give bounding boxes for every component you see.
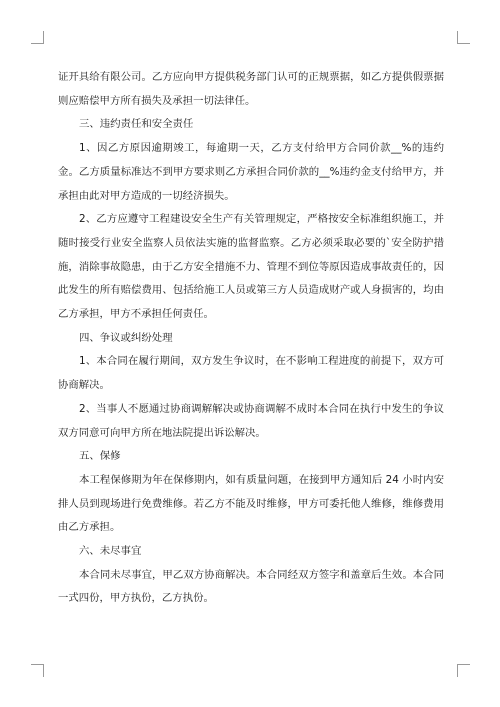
paragraph-warranty-terms: 本工程保修期为年在保修期内，如有质量问题，在接到甲方通知后 24 小时内安排人员到现场进行免费维修。若乙方不能及时维修，甲方可委托他人维修，维修费用由乙方承担。: [58, 473, 444, 534]
document-body: [58, 66, 444, 611]
section-heading-dispute: 四、争议或纠纷处理: [79, 331, 173, 344]
paragraph-payment-invoice: 证开具给有限公司。乙方应向甲方提供税务部门认可的正规票据，如乙方提供假票据则应赔偿甲方所有损失及承担一切法律任。: [58, 71, 444, 107]
section-heading-warranty: 五、保修: [79, 450, 121, 463]
crop-mark-top-right: [457, 31, 470, 44]
section-heading-miscellaneous: 六、未尽事宜: [79, 545, 142, 558]
paragraph-dispute-negotiation: 1、本合同在履行期间，双方发生争议时，在不影响工程进度的前提下，双方可协商解决。: [58, 355, 444, 392]
paragraph-miscellaneous-terms: 本合同未尽事宜，甲乙双方协商解决。本合同经双方签字和盖章后生效。本合同一式四份，甲方执份，乙方执份。: [58, 568, 444, 605]
crop-mark-bottom-left: [31, 664, 44, 677]
section-heading-liability: 三、违约责任和安全责任: [79, 118, 194, 131]
paragraph-dispute-litigation: 2、当事人不愿通过协商调解解决或协商调解不成时本合同在执行中发生的争议双方同意可向甲方所在地法院提出诉讼解决。: [58, 402, 444, 439]
crop-mark-bottom-right: [457, 664, 470, 677]
paragraph-safety-responsibility: 2、乙方应遵守工程建设安全生产有关管理规定，严格按安全标准组织施工，并随时接受行业安全监察人员依法实施的监督监察。乙方必须采取必要的`安全防护措施，消除事故隐患，由于乙方安全措施不力、管理不到位等原因造成事故责任的，因此发生的所有赔偿费用、包括给施工人员或第三方人员造成财产或人身损害的，均由乙方承担，甲方不承担任何责任。: [58, 213, 444, 321]
crop-mark-top-left: [31, 31, 44, 44]
paragraph-delay-penalty: 1、因乙方原因逾期竣工，每逾期一天，乙方支付给甲方合同价款__%的违约金。乙方质量标准达不到甲方要求则乙方承担合同价款的__%违约金支付给甲方，并承担由此对甲方造成的一切经济损失。: [58, 142, 444, 202]
